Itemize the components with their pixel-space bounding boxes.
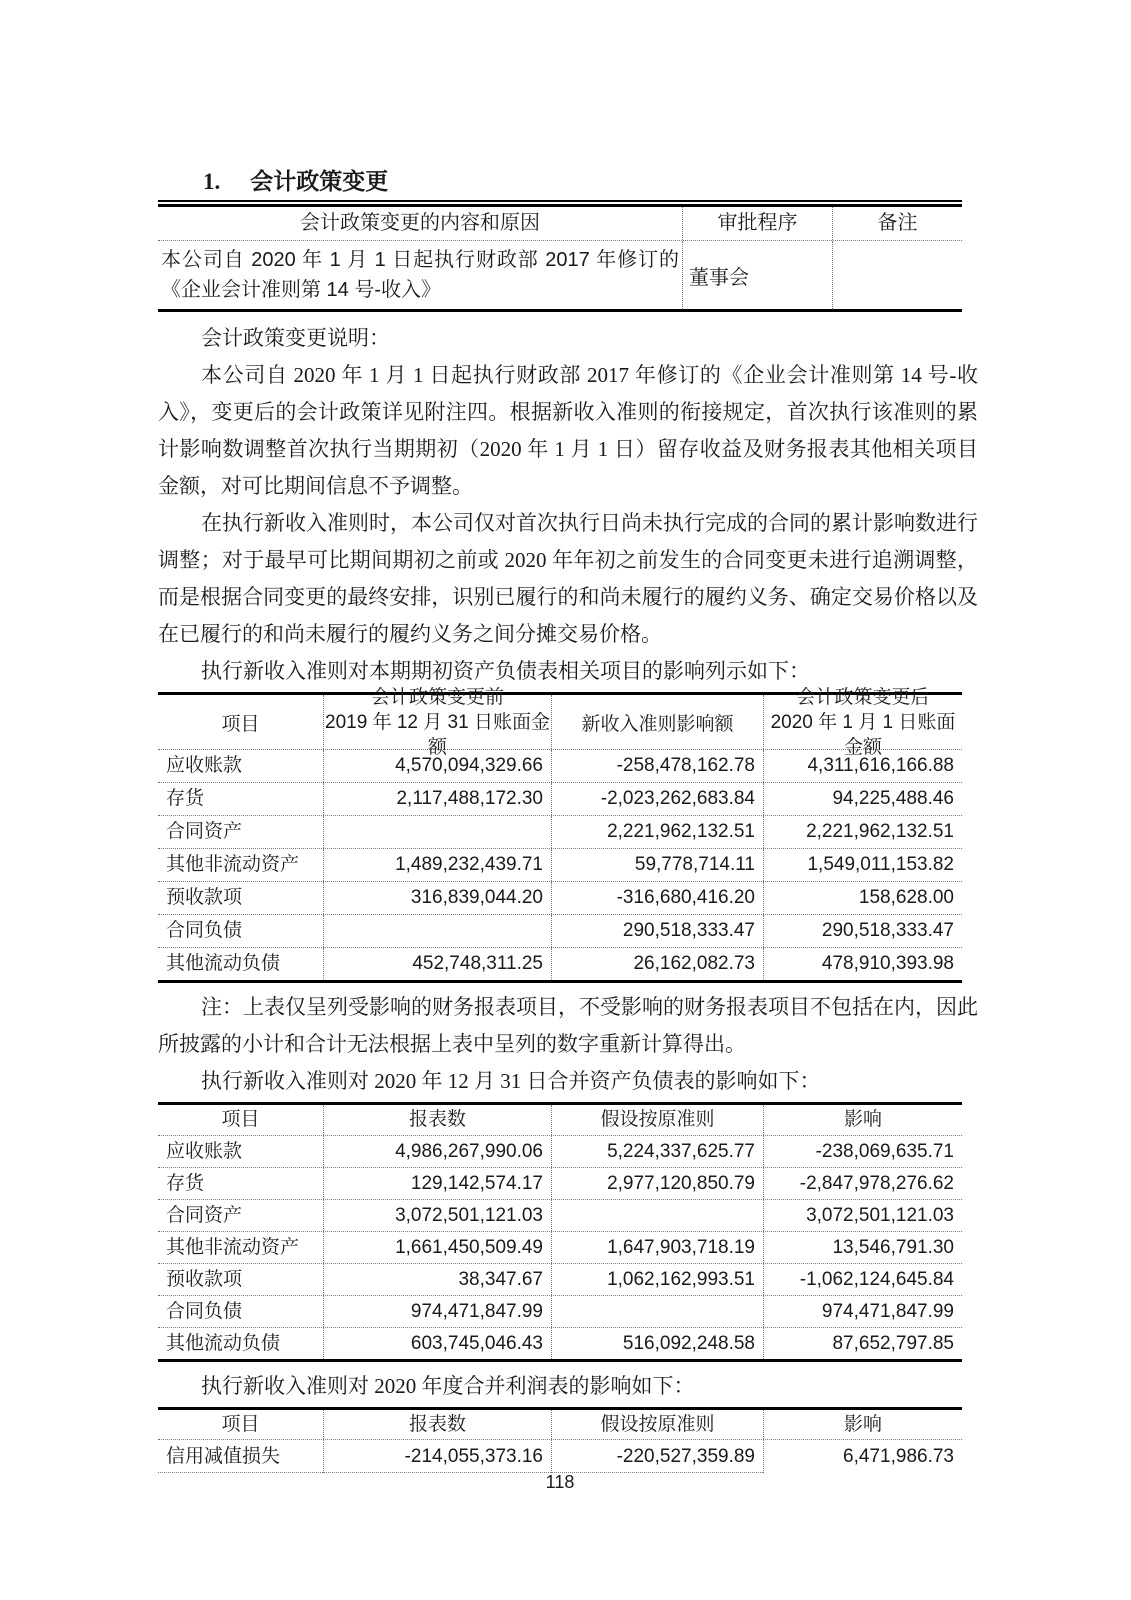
- impact-amount-cell: 2,221,962,132.51: [551, 816, 763, 848]
- impact-amount-cell: 59,778,714.11: [551, 849, 763, 881]
- item-cell: 其他流动负债: [166, 953, 281, 974]
- header-before-change-line1: 会计政策变更前: [370, 686, 504, 708]
- page-content: [158, 0, 978, 1473]
- table-row: [158, 1136, 962, 1168]
- reported-amount-cell: 1,661,450,509.49: [323, 1232, 551, 1263]
- header-before-change-line2: 2019 年 12 月 31 日账面金额: [325, 711, 550, 758]
- reported-amount-cell: 603,745,046.43: [323, 1328, 551, 1359]
- policy-content-cell: 本公司自 2020 年 1 月 1 日起执行财政部 2017 年修订的《企业会计准则第 14 号-收入》: [161, 249, 679, 301]
- policy-header-approval: 审批程序: [682, 207, 832, 240]
- policy-note-label: 会计政策变更说明：: [201, 326, 390, 350]
- item-cell: 合同资产: [166, 821, 243, 842]
- header-item: 项目: [221, 1109, 260, 1130]
- header-after-change: [763, 686, 962, 758]
- table-row: [158, 1296, 962, 1328]
- section-title: [158, 168, 962, 202]
- restated-table-intro: 执行新收入准则对 2020 年 12 月 31 日合并资产负债表的影响如下：: [201, 1069, 821, 1093]
- table-row: [158, 1264, 962, 1296]
- impact-amount-cell: -316,680,416.20: [551, 882, 763, 914]
- header-reported: 报表数: [323, 1410, 551, 1439]
- item-cell: 预收款项: [166, 887, 243, 908]
- item-cell: 存货: [166, 1173, 205, 1194]
- before-amount-cell: 2,117,488,172.30: [323, 783, 551, 815]
- impact-amount-cell: 974,471,847.99: [763, 1296, 962, 1327]
- table-row: [158, 882, 962, 915]
- table-row: [158, 1168, 962, 1200]
- impact-amount-cell: -2,023,262,683.84: [551, 783, 763, 815]
- original-amount-cell: 1,647,903,718.19: [551, 1232, 763, 1263]
- before-amount-cell: 316,839,044.20: [323, 882, 551, 914]
- after-amount-cell: 478,910,393.98: [763, 948, 962, 980]
- yearend-balance-table: [158, 1102, 962, 1362]
- before-amount-cell: 1,489,232,439.71: [323, 849, 551, 881]
- original-amount-cell: -220,527,359.89: [551, 1440, 763, 1473]
- reported-amount-cell: 974,471,847.99: [323, 1296, 551, 1327]
- table-row: [158, 1232, 962, 1264]
- table-row: [158, 1200, 962, 1232]
- policy-table-header-row: [158, 207, 962, 241]
- opening-balance-table: [158, 686, 962, 983]
- header-after-change-line2: 2020 年 1 月 1 日账面金额: [770, 711, 956, 758]
- impact-amount-cell: -258,478,162.78: [551, 750, 763, 782]
- header-after-change-line1: 会计政策变更后: [796, 686, 930, 708]
- income-statement-table: [158, 1407, 962, 1473]
- policy-header-remark: 备注: [832, 207, 962, 240]
- table-row: [158, 816, 962, 849]
- policy-header-content: 会计政策变更的内容和原因: [300, 212, 540, 234]
- after-amount-cell: 94,225,488.46: [763, 783, 962, 815]
- table-row: [158, 750, 962, 783]
- income-header-row: [158, 1410, 962, 1440]
- table-row: [158, 783, 962, 816]
- impact-amount-cell: 87,652,797.85: [763, 1328, 962, 1359]
- header-impact: 影响: [763, 1410, 962, 1439]
- after-amount-cell: 4,311,616,166.88: [763, 750, 962, 782]
- reported-amount-cell: 129,142,574.17: [323, 1168, 551, 1199]
- after-amount-cell: 290,518,333.47: [763, 915, 962, 947]
- section-title-text: 会计政策变更: [250, 169, 389, 194]
- policy-table-row: [158, 241, 962, 309]
- before-amount-cell: 4,570,094,329.66: [323, 750, 551, 782]
- reported-amount-cell: 38,347.67: [323, 1264, 551, 1295]
- header-item: 项目: [221, 713, 260, 735]
- reported-amount-cell: -214,055,373.16: [323, 1440, 551, 1473]
- income-table-intro: 执行新收入准则对 2020 年度合并利润表的影响如下：: [201, 1374, 695, 1398]
- item-cell: 其他非流动资产: [166, 854, 300, 875]
- header-original-standard: 假设按原准则: [551, 1105, 763, 1135]
- policy-approval-cell: 董事会: [682, 241, 832, 309]
- item-cell: 其他非流动资产: [166, 1237, 300, 1258]
- header-before-change: [323, 686, 551, 758]
- item-cell: 存货: [166, 788, 205, 809]
- impact-amount-cell: 290,518,333.47: [551, 915, 763, 947]
- item-cell: 合同负债: [166, 920, 243, 941]
- policy-change-table: [158, 204, 962, 312]
- header-item: 项目: [221, 1414, 260, 1435]
- table-row: [158, 1440, 962, 1473]
- original-amount-cell: 2,977,120,850.79: [551, 1168, 763, 1199]
- after-amount-cell: 2,221,962,132.51: [763, 816, 962, 848]
- original-amount-cell: 5,224,337,625.77: [551, 1136, 763, 1167]
- item-cell: 应收账款: [166, 755, 243, 776]
- item-cell: 合同资产: [166, 1205, 243, 1226]
- item-cell: 合同负债: [166, 1301, 243, 1322]
- header-impact: 影响: [763, 1105, 962, 1135]
- impact-amount-cell: -1,062,124,645.84: [763, 1264, 962, 1295]
- impact-amount-cell: -2,847,978,276.62: [763, 1168, 962, 1199]
- item-cell: 预收款项: [166, 1269, 243, 1290]
- policy-paragraph-1: 本公司自 2020 年 1 月 1 日起执行财政部 2017 年修订的《企业会计准则第 14 号-收入》，变更后的会计政策详见附注四。根据新收入准则的衔接规定，首次执行该准则的累计影响数调整首次执行当期期初（2020 年 1 月 1 日）留存收益及财务报表其他相关项目金额，对可比期间信息不予调整。: [158, 363, 978, 498]
- original-amount-cell: [551, 1200, 763, 1231]
- impact-amount-cell: 13,546,791.30: [763, 1232, 962, 1263]
- impact-amount-cell: -238,069,635.71: [763, 1136, 962, 1167]
- impact-amount-cell: 26,162,082.73: [551, 948, 763, 980]
- opening-balance-header-row: [158, 686, 962, 758]
- reported-amount-cell: 4,986,267,990.06: [323, 1136, 551, 1167]
- table-row: [158, 849, 962, 882]
- after-amount-cell: 158,628.00: [763, 882, 962, 914]
- item-cell: 信用减值损失: [158, 1440, 323, 1473]
- opening-balance-table-intro: 执行新收入准则对本期期初资产负债表相关项目的影响列示如下：: [201, 659, 810, 683]
- table-row: [158, 915, 962, 948]
- item-cell: 应收账款: [166, 1141, 243, 1162]
- header-original-standard: 假设按原准则: [551, 1410, 763, 1439]
- after-amount-cell: 1,549,011,153.82: [763, 849, 962, 881]
- original-amount-cell: 1,062,162,993.51: [551, 1264, 763, 1295]
- original-amount-cell: [551, 1296, 763, 1327]
- header-standard-impact: 新收入准则影响额: [551, 695, 763, 749]
- page-number: 118: [545, 1472, 575, 1492]
- yearend-header-row: [158, 1105, 962, 1136]
- section-number: 1.: [203, 169, 221, 194]
- table-row: [158, 948, 962, 980]
- policy-remark-cell: [832, 241, 962, 309]
- header-reported: 报表数: [323, 1105, 551, 1135]
- table1-note: 注：上表仅呈列受影响的财务报表项目，不受影响的财务报表项目不包括在内，因此所披露的小计和合计无法根据上表中呈列的数字重新计算得出。: [158, 995, 978, 1056]
- item-cell: 其他流动负债: [166, 1333, 281, 1354]
- policy-paragraph-2: 在执行新收入准则时，本公司仅对首次执行日尚未执行完成的合同的累计影响数进行调整；对于最早可比期间期初之前或 2020 年年初之前发生的合同变更未进行追溯调整，而是根据合同变更的最终安排，识别已履行的和尚未履行的履约义务、确定交易价格以及在已履行的和尚未履行的履约义务之间分摊交易价格。: [158, 511, 978, 646]
- before-amount-cell: 452,748,311.25: [323, 948, 551, 980]
- before-amount-cell: [323, 915, 551, 947]
- before-amount-cell: [323, 816, 551, 848]
- impact-amount-cell: 3,072,501,121.03: [763, 1200, 962, 1231]
- table-row: [158, 1328, 962, 1359]
- original-amount-cell: 516,092,248.58: [551, 1328, 763, 1359]
- reported-amount-cell: 3,072,501,121.03: [323, 1200, 551, 1231]
- impact-amount-cell: 6,471,986.73: [763, 1440, 962, 1473]
